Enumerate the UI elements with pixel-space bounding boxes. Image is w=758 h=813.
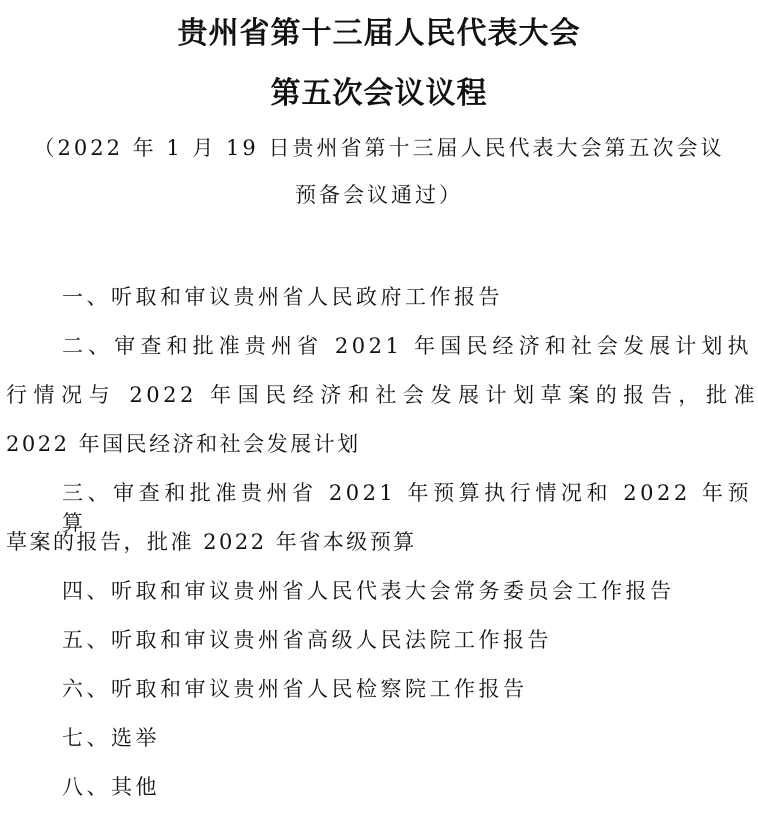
agenda-item-2-line-2: 行情况与 2022 年国民经济和社会发展计划草案的报告，批准 <box>6 383 758 407</box>
agenda-item-2-line-1: 二、审查和批准贵州省 2021 年国民经济和社会发展计划执 <box>62 334 752 358</box>
agenda-item-8: 八、其他 <box>62 775 160 799</box>
document-subtitle-line-1: （2022 年 1 月 19 日贵州省第十三届人民代表大会第五次会议 <box>33 136 725 160</box>
document-title-line-1: 贵州省第十三届人民代表大会 <box>177 16 581 51</box>
agenda-item-5: 五、听取和审议贵州省高级人民法院工作报告 <box>62 628 552 652</box>
agenda-item-2-line-3: 2022 年国民经济和社会发展计划 <box>6 432 361 456</box>
document-title-line-2: 第五次会议议程 <box>270 76 488 111</box>
document-subtitle-line-2: 预备会议通过） <box>295 183 463 207</box>
agenda-item-7: 七、选举 <box>62 726 160 750</box>
agenda-item-1: 一、听取和审议贵州省人民政府工作报告 <box>62 285 503 309</box>
agenda-item-4: 四、听取和审议贵州省人民代表大会常务委员会工作报告 <box>62 579 675 603</box>
agenda-item-3-line-2: 草案的报告，批准 2022 年省本级预算 <box>6 530 417 554</box>
agenda-item-3-line-1: 三、审查和批准贵州省 2021 年预算执行情况和 2022 年预算 <box>62 481 752 535</box>
agenda-item-6: 六、听取和审议贵州省人民检察院工作报告 <box>62 677 528 701</box>
